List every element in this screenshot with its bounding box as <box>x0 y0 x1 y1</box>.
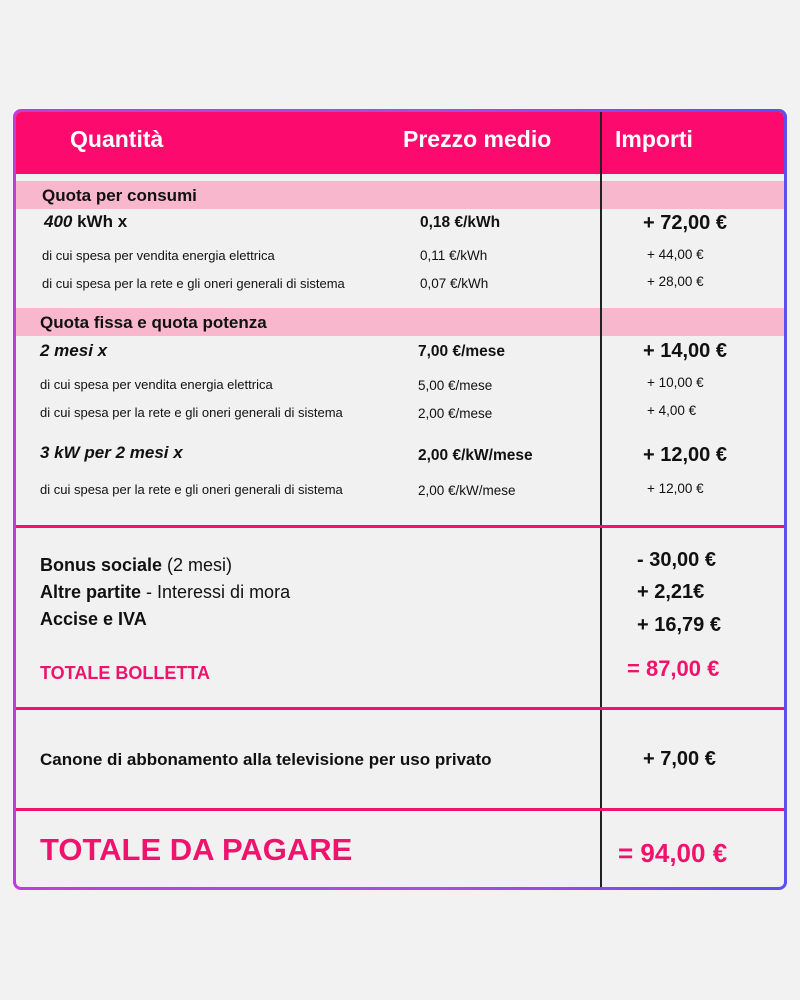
consumi-quantity <box>44 212 127 232</box>
consumi-row-vendita-price: 0,11 €/kWh <box>420 248 488 263</box>
fissa-row-rete-label: di cui spesa per la rete e gli oneri generali di sistema <box>40 405 343 420</box>
header-quantita: Quantità <box>70 126 164 152</box>
fissa-row-rete-price: 2,00 €/mese <box>418 406 493 421</box>
potenza-row-rete-price: 2,00 €/kW/mese <box>418 483 516 498</box>
potenza-price: 2,00 €/kW/mese <box>418 447 533 464</box>
fissa-price: 7,00 €/mese <box>418 343 506 360</box>
totale-bolletta-amount: = 87,00 € <box>627 656 720 681</box>
bonus-sociale-amount: - 30,00 € <box>637 549 716 571</box>
bonus-sociale-detail: (2 mesi) <box>162 555 233 575</box>
fissa-row-vendita-amount: + 10,00 € <box>647 375 704 390</box>
section-divider-1 <box>16 525 784 528</box>
section-divider-2 <box>16 707 784 710</box>
fissa-amount: + 14,00 € <box>643 340 727 362</box>
section-title-consumi: Quota per consumi <box>42 186 197 205</box>
altre-partite-label: Altre partite <box>40 582 142 602</box>
consumi-row-rete-price: 0,07 €/kWh <box>420 276 489 291</box>
consumi-quantity-unit: kWh x <box>72 212 128 231</box>
consumi-row-rete-amount: + 28,00 € <box>647 274 704 289</box>
column-divider-overlay <box>600 112 602 887</box>
column-divider-band-fissa <box>600 308 602 336</box>
totale-da-pagare-label: TOTALE DA PAGARE <box>40 832 353 867</box>
bonus-sociale-line <box>40 555 232 576</box>
potenza-row-rete-amount: + 12,00 € <box>647 481 704 496</box>
bonus-sociale-label: Bonus sociale <box>40 555 163 575</box>
header-importi: Importi <box>615 126 693 152</box>
accise-iva-amount: + 16,79 € <box>637 614 721 636</box>
altre-partite-line <box>40 582 290 603</box>
altre-partite-detail: - Interessi di mora <box>141 582 291 602</box>
fissa-row-vendita-label: di cui spesa per vendita energia elettrica <box>40 377 273 392</box>
consumi-price: 0,18 €/kWh <box>420 214 501 231</box>
consumi-row-rete-label: di cui spesa per la rete e gli oneri generali di sistema <box>42 276 345 291</box>
accise-iva-label: Accise e IVA <box>40 609 147 629</box>
consumi-quantity-number: 400 <box>44 212 73 231</box>
fissa-row-vendita-price: 5,00 €/mese <box>418 378 493 393</box>
section-title-fissa: Quota fissa e quota potenza <box>40 313 267 332</box>
section-divider-3 <box>16 808 784 811</box>
fissa-row-rete-amount: + 4,00 € <box>647 403 697 418</box>
header-prezzo-medio: Prezzo medio <box>403 126 552 152</box>
totale-da-pagare-amount: = 94,00 € <box>618 838 728 868</box>
altre-partite-amount: + 2,21€ <box>637 581 705 603</box>
totale-bolletta-label: TOTALE BOLLETTA <box>40 663 210 683</box>
canone-tv-amount: + 7,00 € <box>643 748 716 770</box>
bill-table <box>16 112 784 887</box>
potenza-quantity: 3 kW per 2 mesi x <box>40 443 183 462</box>
consumi-row-vendita-label: di cui spesa per vendita energia elettrica <box>42 248 275 263</box>
potenza-row-rete-label: di cui spesa per la rete e gli oneri generali di sistema <box>40 482 343 497</box>
consumi-row-vendita-amount: + 44,00 € <box>647 247 704 262</box>
consumi-amount: + 72,00 € <box>643 212 727 234</box>
potenza-amount: + 12,00 € <box>643 444 727 466</box>
canone-tv-label: Canone di abbonamento alla televisione per uso privato <box>40 750 492 769</box>
fissa-quantity: 2 mesi x <box>40 341 108 360</box>
bill-table-frame <box>13 109 787 890</box>
table-header <box>16 112 784 174</box>
